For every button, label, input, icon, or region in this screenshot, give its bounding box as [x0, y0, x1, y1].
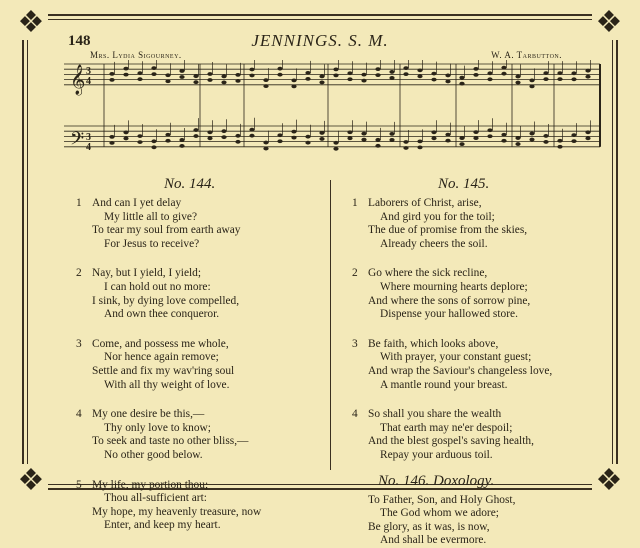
note-head	[109, 78, 114, 82]
note-head	[333, 67, 338, 71]
note-head	[543, 134, 548, 138]
note-head	[333, 73, 338, 77]
note-head	[361, 132, 366, 136]
note-head	[305, 135, 310, 139]
note-head	[263, 147, 268, 151]
note-head	[431, 78, 436, 82]
stanza	[76, 267, 239, 321]
fleuron-corner-icon: ❖	[14, 464, 48, 498]
note-head	[347, 77, 352, 81]
note-head	[347, 130, 352, 134]
note-head	[375, 138, 380, 142]
music-score	[64, 60, 602, 168]
note-head	[319, 75, 324, 79]
note-head	[235, 79, 240, 83]
note-head	[515, 81, 520, 85]
stanza-line: Go where the sick recline,	[368, 267, 488, 280]
stanza	[352, 197, 527, 251]
note-head	[109, 141, 114, 145]
note-head	[179, 69, 184, 73]
note-head	[431, 136, 436, 140]
stanza-number: 2	[76, 267, 82, 280]
note-head	[417, 68, 422, 72]
stanza-line: My little all to give?	[104, 210, 198, 223]
stanza-line: Where mourning hearts deplore;	[380, 280, 528, 293]
note-head	[375, 144, 380, 148]
note-head	[305, 77, 310, 81]
stanza-line: With all thy weight of love.	[104, 378, 230, 391]
note-head	[137, 140, 142, 144]
stanza-line: And shall be evermore.	[380, 534, 487, 547]
note-head	[529, 132, 534, 136]
note-head	[501, 72, 506, 76]
note-head	[249, 128, 254, 132]
note-head	[123, 137, 128, 141]
note-head	[431, 130, 436, 134]
stanza-line: Repay your arduous toil.	[380, 448, 493, 461]
note-head	[123, 73, 128, 77]
stanza-line: To Father, Son, and Holy Ghost,	[368, 493, 516, 506]
note-head	[585, 130, 590, 134]
stanza-line: And wrap the Saviour's changeless love,	[368, 364, 553, 377]
music-composer: W. A. Tarbutton.	[491, 50, 562, 60]
note-head	[473, 73, 478, 77]
stanza-line: So shall you share the wealth	[368, 408, 502, 421]
note-head	[375, 67, 380, 71]
note-head	[277, 73, 282, 77]
note-head	[459, 136, 464, 140]
stanza-line: And own thee conqueror.	[104, 308, 220, 321]
note-head	[207, 130, 212, 134]
note-head	[403, 66, 408, 70]
note-head	[193, 80, 198, 84]
note-head	[291, 136, 296, 140]
note-head	[193, 74, 198, 78]
note-head	[585, 75, 590, 79]
fleuron-corner-icon: ❖	[592, 6, 626, 40]
stanza	[352, 338, 552, 392]
note-head	[291, 78, 296, 82]
stanza-line: My hope, my heavenly treasure, now	[92, 505, 262, 518]
note-head	[361, 138, 366, 142]
stanza-line: I can hold out no more:	[104, 280, 211, 293]
note-head	[389, 138, 394, 142]
note-head	[277, 139, 282, 143]
note-head	[207, 72, 212, 76]
note-head	[249, 74, 254, 78]
stanza-line: Already cheers the soil.	[380, 237, 488, 250]
note-head	[137, 77, 142, 81]
stanza-number: 1	[76, 197, 82, 209]
note-head	[123, 131, 128, 135]
note-head	[165, 73, 170, 77]
note-head	[431, 72, 436, 76]
stanza-line: Thou all-sufficient art:	[104, 492, 207, 505]
note-head	[445, 74, 450, 78]
hymn-number: No. 146. Doxology.	[378, 472, 495, 489]
stanza-number: 3	[76, 337, 82, 350]
note-head	[137, 134, 142, 138]
note-head	[473, 130, 478, 134]
stanza	[352, 267, 530, 321]
note-head	[571, 71, 576, 75]
stanza-line: Come, and possess me whole,	[92, 337, 229, 350]
note-head	[263, 84, 268, 88]
note-head	[529, 84, 534, 88]
stanza-number: 4	[352, 408, 358, 421]
note-head	[333, 147, 338, 151]
note-head	[571, 133, 576, 137]
note-head	[515, 136, 520, 140]
note-head	[529, 138, 534, 142]
note-head	[445, 80, 450, 84]
note-head	[571, 77, 576, 81]
note-head	[417, 74, 422, 78]
note-head	[501, 66, 506, 70]
note-head	[123, 67, 128, 71]
note-head	[165, 79, 170, 83]
stanza-line: My one desire be this,—	[92, 408, 205, 421]
note-head	[501, 139, 506, 143]
stanza-line: Be faith, which looks above,	[368, 337, 499, 350]
note-head	[165, 139, 170, 143]
note-head	[221, 81, 226, 85]
stanza-line: Nor hence again remove;	[104, 351, 219, 364]
note-head	[389, 76, 394, 80]
note-head	[277, 67, 282, 71]
note-head	[179, 138, 184, 142]
note-head	[487, 134, 492, 138]
stanza-line: The God whom we adore;	[380, 507, 499, 520]
note-head	[557, 77, 562, 81]
time-signature: 3	[86, 66, 91, 77]
note-head	[263, 141, 268, 145]
note-head	[347, 136, 352, 140]
note-head	[543, 71, 548, 75]
note-head	[305, 141, 310, 145]
note-head	[151, 66, 156, 70]
note-head	[543, 77, 548, 81]
note-head	[235, 140, 240, 144]
note-head	[165, 133, 170, 137]
words-author: Mrs. Lydia Sigourney.	[90, 50, 182, 60]
note-head	[445, 133, 450, 137]
note-head	[585, 69, 590, 73]
note-head	[179, 144, 184, 148]
page-number: 148	[68, 33, 91, 49]
note-head	[473, 136, 478, 140]
note-head	[263, 78, 268, 82]
stanza-line: The due of promise from the skies,	[368, 224, 528, 237]
note-head	[543, 140, 548, 144]
stanza-line: And gird you for the toil;	[380, 210, 495, 223]
note-head	[319, 81, 324, 85]
note-head	[515, 142, 520, 146]
note-head	[137, 71, 142, 75]
time-signature: 4	[86, 76, 91, 87]
stanza-line: No other good below.	[104, 448, 203, 461]
note-head	[221, 135, 226, 139]
note-head	[193, 128, 198, 132]
note-head	[557, 71, 562, 75]
note-head	[459, 82, 464, 86]
note-head	[235, 73, 240, 77]
stanza-line: To seek and taste no other bliss,—	[92, 435, 249, 448]
stanza-number: 4	[76, 408, 82, 421]
stanza	[76, 338, 234, 392]
note-head	[193, 134, 198, 138]
note-head	[501, 133, 506, 137]
note-head	[221, 129, 226, 133]
time-signature: 4	[86, 142, 91, 153]
note-head	[473, 67, 478, 71]
stanza-number: 5	[76, 478, 82, 491]
stanza-line: Nay, but I yield, I yield;	[92, 267, 202, 280]
note-head	[487, 71, 492, 75]
treble-clef-icon: 𝄞	[70, 65, 86, 94]
note-head	[403, 140, 408, 144]
bass-clef-icon: 𝄢	[70, 128, 85, 153]
stanza-line: Be glory, as it was, is now,	[368, 520, 490, 533]
stanza-line: To tear my soul from earth away	[92, 224, 241, 237]
note-head	[221, 75, 226, 79]
note-head	[207, 78, 212, 82]
note-head	[347, 71, 352, 75]
hymn-number: No. 145.	[438, 176, 490, 192]
hymn-number: No. 144.	[164, 176, 216, 192]
stanza-line: A mantle round your breast.	[380, 378, 508, 391]
time-signature: 3	[86, 132, 91, 143]
note-head	[487, 77, 492, 81]
note-head	[291, 84, 296, 88]
note-head	[417, 145, 422, 149]
stanza	[76, 408, 248, 462]
stanza-line: My life, my portion thou;	[92, 478, 209, 491]
note-head	[179, 75, 184, 79]
note-head	[389, 132, 394, 136]
note-head	[417, 139, 422, 143]
stanza-line: And can I yet delay	[92, 197, 182, 209]
note-head	[361, 73, 366, 77]
note-head	[249, 134, 254, 138]
stanza	[352, 408, 534, 462]
note-head	[375, 73, 380, 77]
stanza	[76, 197, 241, 251]
note-head	[515, 75, 520, 79]
note-head	[403, 146, 408, 150]
note-head	[459, 142, 464, 146]
note-head	[151, 72, 156, 76]
note-head	[249, 68, 254, 72]
note-head	[571, 139, 576, 143]
note-head	[487, 128, 492, 132]
stanza-line: Settle and fix my wav'ring soul	[92, 364, 235, 377]
stanza-number: 3	[352, 337, 358, 350]
note-head	[319, 131, 324, 135]
note-head	[319, 137, 324, 141]
stanza-line: Thy only love to know;	[104, 421, 211, 434]
tune-title: JENNINGS. S. M.	[251, 31, 389, 50]
stanza-line: Dispense your hallowed store.	[380, 308, 518, 321]
column-divider	[330, 180, 331, 470]
stanza-line: Laborers of Christ, arise,	[368, 197, 482, 209]
note-head	[109, 135, 114, 139]
note-head	[389, 70, 394, 74]
note-head	[151, 145, 156, 149]
stanza-line: I sink, by dying love compelled,	[92, 294, 240, 307]
fleuron-corner-icon: ❖	[14, 6, 48, 40]
note-head	[151, 139, 156, 143]
stanza-line: And where the sons of sorrow pine,	[368, 294, 531, 307]
stanza-number: 1	[352, 197, 358, 209]
stanza	[352, 494, 515, 548]
note-head	[557, 139, 562, 143]
note-head	[207, 136, 212, 140]
note-head	[305, 71, 310, 75]
note-head	[403, 72, 408, 76]
stanza-number: 2	[352, 267, 358, 280]
note-head	[291, 130, 296, 134]
stanza-line: For Jesus to receive?	[104, 237, 200, 250]
note-head	[109, 72, 114, 76]
note-head	[333, 141, 338, 145]
note-head	[585, 136, 590, 140]
note-head	[529, 78, 534, 82]
note-head	[361, 79, 366, 83]
note-head	[557, 145, 562, 149]
note-head	[459, 76, 464, 80]
stanza-line: And the blest gospel's saving health,	[368, 435, 534, 448]
stanza-line: Enter, and keep my heart.	[104, 519, 221, 532]
stanza-line: With prayer, your constant guest;	[380, 351, 532, 364]
note-head	[235, 134, 240, 138]
fleuron-corner-icon: ❖	[592, 464, 626, 498]
note-head	[445, 139, 450, 143]
stanza-line: That earth may ne'er despoil;	[380, 421, 513, 434]
note-head	[277, 133, 282, 137]
